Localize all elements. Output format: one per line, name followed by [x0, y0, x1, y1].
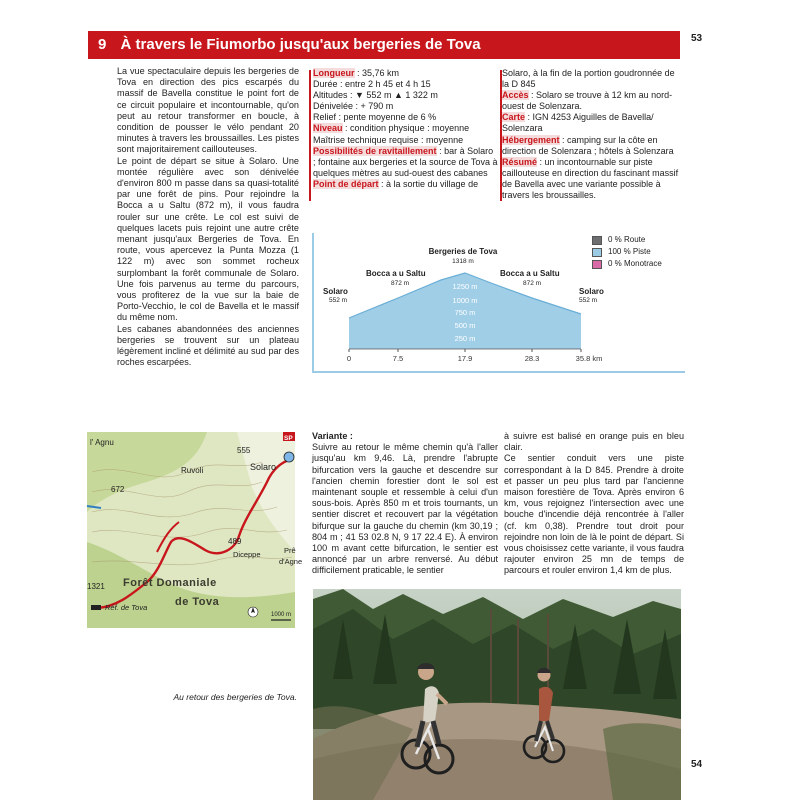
legend-piste: 100 % Piste: [592, 246, 684, 258]
intro-text: [117, 66, 299, 368]
page-number-right: 54: [691, 759, 703, 770]
info-duree: Durée : entre 2 h 45 et 4 h 15: [313, 79, 431, 90]
map-label-dagne: d'Agne: [279, 557, 303, 566]
map-label-ruvoli: Ruvoli: [181, 466, 204, 475]
legend-monotrace: 0 % Monotrace: [592, 258, 684, 270]
y-tick-500: 500 m: [454, 321, 476, 330]
photo-bushes-right: [603, 723, 681, 800]
waypoint-bocca-2: Bocca a u Saltu: [500, 269, 560, 278]
map-label-foret: Forêt Domaniale: [123, 577, 217, 589]
y-tick-1250: 1250 m: [452, 282, 478, 291]
x-tick-28-3: 28.3: [524, 354, 540, 363]
info-longueur: Longueur : 35,76 km: [313, 68, 400, 78]
info-ravitaillement: Possibilités de ravitaillement : bar à Solaro ; fontaine aux bergeries et la source de Tova à quelques mètres au sud-ouest des cabanes: [313, 145, 498, 178]
variante-text-3: Ce sentier conduit vers une piste correspondant à la D 845. Prendre à droite et passer un peu plus tard par l'ancienne maison forestière de Tova. Après environ 6 km, vous rejoignez l'intersection avec une bouche d'incendie déjà rencontrée à l'aller (cf. km 0,38). Prendre tout droit pour rejoindre non loin de là le point de départ. Si vous choisissez cette variante, il vous faudra rajouter environ 25 mn de temps de parcours et rouler environ 1,4 km de plus.: [504, 453, 684, 576]
intro-paragraph-2: Le point de départ se situe à Solaro. Une montée régulière avec son dénivelée d'environ 800 m passe dans sa quasi-totalité par une forêt de pins. Pour rejoindre la Bocca a u Saltu (872 m), il vous faudra rouler sur une crête. Le col est suivi de quelques lacets puis rejoint une autre crête menant jusqu'aux Bergeries de Tova. En route, vous apercevez la Punta Mozza (1 122 m) avec son sommet rocheux surplombant la forêt communale de Solaro. Une fois parvenus au terme du parcours, vous profiterez de la vue sur la baie de Porto-Vecchio, le col de Bavella et le massif du même nom.: [117, 155, 299, 323]
x-tick-0: 0: [346, 354, 352, 363]
y-tick-250: 250 m: [454, 334, 476, 343]
info-depart: Point de départ : à la sortie du village de: [313, 178, 479, 189]
info-maitrise: Maîtrise technique requise : moyenne: [313, 134, 464, 145]
info-depart-cont: Solaro, à la fin de la portion goudronnée de la D 845: [502, 68, 675, 90]
waypoint-bocca-1: Bocca a u Saltu: [366, 269, 426, 278]
legend-swatch-piste: [592, 248, 602, 257]
map-label-pre: Prê: [284, 546, 296, 555]
photo-caption: Au retour des bergeries de Tova.: [173, 692, 297, 702]
info-hebergement: Hébergement : camping sur la côte en direction de Solenzara ; hôtels à Solenzara: [502, 134, 674, 156]
map-label-foret-tova: de Tova: [175, 596, 220, 608]
intro-paragraph-1: La vue spectaculaire depuis les bergeries de Tova en direction des pics escarpés du massif de Bavella constitue le point fort de ce circuit populaire et incontournable, qu'on peut au retour transformer en boucle, à condition de pousser le vélo pendant 20 minutes à travers les broussailles. Les pistes sont majoritairement caillouteuses.: [117, 66, 299, 155]
start-point-icon: [284, 452, 294, 462]
variante-text-1: Suivre au retour le même chemin qu'à l'aller jusqu'au km 9,46. Là, prendre l'abrupte bifurcation vers la gauche et descendre sur l'ancien chemin forestier dont le sol est maintenant souple et ressemble à celui d'un sous-bois. Après 850 m et trois tournants, un sentier discret et recouvert par la végétation bifurque sur la gauche du chemin (km 30,19 ; 804 m ; 41 53 02.8 N, 9 17 22.4 E). À environ 100 m avant cette bifurcation, le sentier est annoncé par un arbre renversé. Au début difficilement praticable, le sentier: [312, 442, 498, 576]
info-box-column-1: [313, 68, 498, 190]
waypoint-solaro-start-alt: 552 m: [329, 297, 348, 304]
y-tick-1000: 1000 m: [452, 296, 478, 305]
waypoint-bergeries: Bergeries de Tova: [428, 247, 498, 256]
info-resume: Résumé : un incontournable sur piste caillouteuse en direction du fascinant massif de Bavella avec une variante possible à travers les broussailles.: [502, 156, 679, 201]
y-tick-750: 750 m: [454, 308, 476, 317]
map-label-solaro: Solaro: [250, 462, 277, 472]
map-label-agnu: l' Agnu: [90, 438, 114, 447]
info-denivelee: Dénivelée : + 790 m: [313, 101, 394, 112]
info-box-column-2: [502, 68, 682, 201]
intro-paragraph-3: Les cabanes abandonnées des anciennes bergeries se trouvent sur un plateau légèrement incliné et délimité au sud par des roches escarpées.: [117, 323, 299, 368]
legend-swatch-route: [592, 236, 602, 245]
variante-column-2: [504, 431, 684, 577]
info-acces: Accès : Solaro se trouve à 12 km au nord-ouest de Solenzara.: [502, 90, 673, 112]
map-label-672: 672: [111, 485, 125, 494]
info-box-rule: [309, 70, 311, 201]
page-number-left: 53: [691, 33, 703, 44]
surface-legend: [592, 234, 684, 270]
info-altitudes: Altitudes : ▼ 552 m ▲ 1 322 m: [313, 90, 438, 101]
route-number: 9: [98, 36, 107, 53]
route-title-bar: [88, 31, 680, 59]
variante-text-2: à suivre est balisé en orange puis en bleu clair.: [504, 431, 684, 453]
legend-route: 0 % Route: [592, 234, 684, 246]
map-label-555: 555: [237, 446, 251, 455]
map-label-sp: SP: [284, 435, 293, 442]
info-carte: Carte : IGN 4253 Aiguilles de Bavella/ Solenzara: [502, 112, 654, 134]
refuge-icon: [91, 605, 101, 610]
x-tick-7-5: 7.5: [392, 354, 404, 363]
x-tick-17-9: 17.9: [457, 354, 473, 363]
waypoint-bocca-2-alt: 872 m: [523, 280, 542, 287]
variante-heading: Variante :: [312, 431, 353, 441]
waypoint-solaro-end: Solaro: [579, 287, 604, 296]
legend-swatch-monotrace: [592, 260, 602, 269]
info-niveau: Niveau : condition physique : moyenne: [313, 123, 470, 134]
map-label-1321: 1321: [87, 582, 105, 591]
map-label-489: 489: [228, 537, 242, 546]
variante-column-1: [312, 431, 498, 577]
route-title: À travers le Fiumorbo jusqu'aux bergeries de Tova: [120, 36, 481, 53]
cyclists-photo: [313, 589, 681, 800]
north-arrow-icon: [248, 607, 258, 617]
waypoint-bocca-1-alt: 872 m: [391, 280, 410, 287]
route-map: [87, 432, 303, 628]
waypoint-solaro-end-alt: 552 m: [579, 297, 598, 304]
map-label-diceppe: Diceppe: [233, 550, 261, 559]
map-label-scale: 1000 m: [271, 612, 292, 618]
map-label-ref-tova: Réf. de Tova: [105, 603, 148, 612]
waypoint-bergeries-alt: 1318 m: [452, 258, 474, 265]
info-relief: Relief : pente moyenne de 6 %: [313, 112, 437, 123]
waypoint-solaro-start: Solaro: [323, 287, 348, 296]
x-tick-35-8: 35.8 km: [575, 354, 603, 363]
